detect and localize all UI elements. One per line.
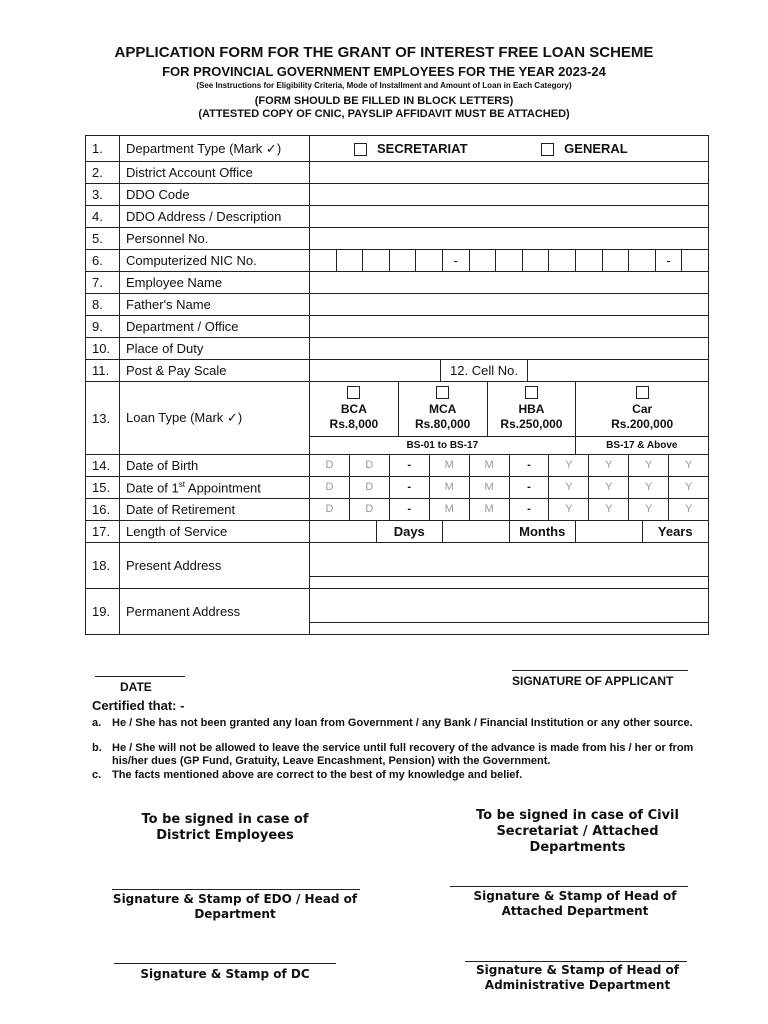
- attachments-note: (ATTESTED COPY OF CNIC, PAYSLIP AFFIDAVIT MUST BE ATTACHED): [198, 108, 570, 120]
- district-account-office-label: District Account Office: [120, 162, 310, 184]
- hba-name: HBA: [518, 402, 545, 416]
- bca-checkbox[interactable]: [347, 386, 360, 399]
- row-number: 1.: [86, 136, 120, 162]
- post-pay-scale-label: Post & Pay Scale: [120, 360, 310, 382]
- date-of-appointment-label: Date of 1st Appointment: [120, 477, 310, 499]
- place-of-duty-field[interactable]: [310, 338, 709, 360]
- car-checkbox[interactable]: [636, 386, 649, 399]
- personnel-no-label: Personnel No.: [120, 228, 310, 250]
- applicant-signature-label: SIGNATURE OF APPLICANT: [512, 674, 674, 688]
- admin-signature-label: Signature & Stamp of Head of Administrative Department: [475, 963, 680, 992]
- certification-title: Certified that: -: [92, 698, 185, 713]
- row-number: 10.: [86, 338, 120, 360]
- cnic-field[interactable]: [310, 250, 709, 272]
- mca-checkbox[interactable]: [436, 386, 449, 399]
- post-pay-scale-input[interactable]: [310, 360, 441, 381]
- date-of-retirement-label: Date of Retirement: [120, 499, 310, 521]
- admin-signature-line: [465, 961, 687, 962]
- dc-signature-label: Signature & Stamp of DC: [140, 967, 310, 981]
- block-letters-note: (FORM SHOULD BE FILLED IN BLOCK LETTERS): [254, 95, 514, 107]
- hba-option[interactable]: [488, 382, 577, 436]
- attached-signature-label: Signature & Stamp of Head of Attached Department: [473, 889, 677, 918]
- length-of-service-field[interactable]: [310, 521, 709, 543]
- cert-item-c: c. The facts mentioned above are correct to the best of my knowledge and belief.: [92, 769, 523, 781]
- instructions-note: (See Instructions for Eligibility Criteria, Mode of Installment and Amount of Loan in Each Category): [196, 81, 572, 90]
- personnel-no-field[interactable]: [310, 228, 709, 250]
- loan-type-label: Loan Type (Mark ✓): [120, 382, 310, 455]
- row-number: 6.: [86, 250, 120, 272]
- secretariat-checkbox[interactable]: [354, 143, 367, 156]
- mca-amount: Rs.80,000: [414, 417, 471, 431]
- fathers-name-field[interactable]: [310, 294, 709, 316]
- length-of-service-label: Length of Service: [120, 521, 310, 543]
- general-checkbox[interactable]: [541, 143, 554, 156]
- cnic-label: Computerized NIC No.: [120, 250, 310, 272]
- bca-option[interactable]: [310, 382, 399, 436]
- cnic-dash: -: [443, 250, 470, 271]
- department-type-label: Department Type (Mark ✓): [120, 136, 310, 162]
- row-number: 11.: [86, 360, 120, 382]
- secretariat-option[interactable]: [354, 141, 468, 156]
- cert-item-b: b. He / She will not be allowed to leave the service until full recovery of the advance is made from his / her or from his/her dues (GP Fund, Gratuity, Leave Encashment, Pension) with the Government.: [92, 742, 694, 767]
- place-of-duty-label: Place of Duty: [120, 338, 310, 360]
- employee-name-field[interactable]: [310, 272, 709, 294]
- fathers-name-label: Father's Name: [120, 294, 310, 316]
- department-office-label: Department / Office: [120, 316, 310, 338]
- department-office-field[interactable]: [310, 316, 709, 338]
- secretariat-label: SECRETARIAT: [377, 140, 468, 156]
- row-number: 7.: [86, 272, 120, 294]
- row-number: 18.: [86, 543, 120, 589]
- applicant-signature-line: [512, 670, 688, 671]
- row-number: 8.: [86, 294, 120, 316]
- row-number: 9.: [86, 316, 120, 338]
- district-signing-heading: To be signed in case of District Employees: [141, 812, 309, 843]
- general-label: GENERAL: [564, 140, 628, 156]
- edo-signature-label: Signature & Stamp of EDO / Head of Department: [112, 892, 358, 921]
- date-of-retirement-field[interactable]: D D - M M - Y Y Y Y: [310, 499, 709, 521]
- row-number: 15.: [86, 477, 120, 499]
- car-amount: Rs.200,000: [611, 417, 674, 431]
- hba-amount: Rs.250,000: [500, 417, 563, 431]
- cell-no-label: 12. Cell No.: [441, 360, 528, 381]
- general-option[interactable]: [541, 141, 628, 156]
- date-line: [95, 676, 185, 677]
- cell-no-input[interactable]: [528, 360, 708, 381]
- form-title: APPLICATION FORM FOR THE GRANT OF INTEREST FREE LOAN SCHEME: [114, 44, 654, 61]
- cert-item-a: a. He / She has not been granted any loan from Government / any Bank / Financial Institution or any other source.: [92, 717, 693, 729]
- cnic-dash: -: [656, 250, 683, 271]
- permanent-address-field[interactable]: [310, 589, 709, 635]
- edo-signature-line: [112, 889, 360, 890]
- application-form-table: [85, 135, 709, 635]
- dc-signature-line: [114, 963, 336, 964]
- civil-signing-heading: To be signed in case of Civil Secretariat / Attached Departments: [476, 808, 679, 855]
- present-address-label: Present Address: [120, 543, 310, 589]
- row-number: 3.: [86, 184, 120, 206]
- row-number: 2.: [86, 162, 120, 184]
- form-subtitle: FOR PROVINCIAL GOVERNMENT EMPLOYEES FOR THE YEAR 2023-24: [162, 64, 606, 79]
- bca-amount: Rs.8,000: [329, 417, 379, 431]
- present-address-field[interactable]: [310, 543, 709, 589]
- district-account-office-field[interactable]: [310, 162, 709, 184]
- mca-name: MCA: [429, 402, 457, 416]
- row-number: 14.: [86, 455, 120, 477]
- hba-checkbox[interactable]: [525, 386, 538, 399]
- days-label: Days: [377, 521, 444, 542]
- mca-option[interactable]: [399, 382, 488, 436]
- ddo-code-field[interactable]: [310, 184, 709, 206]
- date-of-appointment-field[interactable]: D D - M M - Y Y Y Y: [310, 477, 709, 499]
- employee-name-label: Employee Name: [120, 272, 310, 294]
- permanent-address-label: Permanent Address: [120, 589, 310, 635]
- loan-type-field: [310, 382, 709, 455]
- row-number: 4.: [86, 206, 120, 228]
- date-of-birth-field[interactable]: D D - M M - Y Y Y Y: [310, 455, 709, 477]
- bca-name: BCA: [340, 402, 367, 416]
- ddo-code-label: DDO Code: [120, 184, 310, 206]
- row-number: 13.: [86, 382, 120, 455]
- row-number: 16.: [86, 499, 120, 521]
- row-number: 19.: [86, 589, 120, 635]
- post-pay-scale-field: [310, 360, 709, 382]
- car-option[interactable]: [576, 382, 708, 436]
- ddo-address-field[interactable]: [310, 206, 709, 228]
- years-label: Years: [657, 524, 693, 539]
- car-name: Car: [632, 402, 653, 416]
- attached-signature-line: [450, 886, 688, 887]
- grade-high-label: BS-17 & Above: [606, 440, 678, 451]
- row-number: 17.: [86, 521, 120, 543]
- date-label: DATE: [120, 680, 152, 694]
- months-label: Months: [510, 521, 577, 542]
- date-of-birth-label: Date of Birth: [120, 455, 310, 477]
- department-type-field: [310, 136, 709, 162]
- grade-low-label: BS-01 to BS-17: [310, 437, 576, 454]
- row-number: 5.: [86, 228, 120, 250]
- ddo-address-label: DDO Address / Description: [120, 206, 310, 228]
